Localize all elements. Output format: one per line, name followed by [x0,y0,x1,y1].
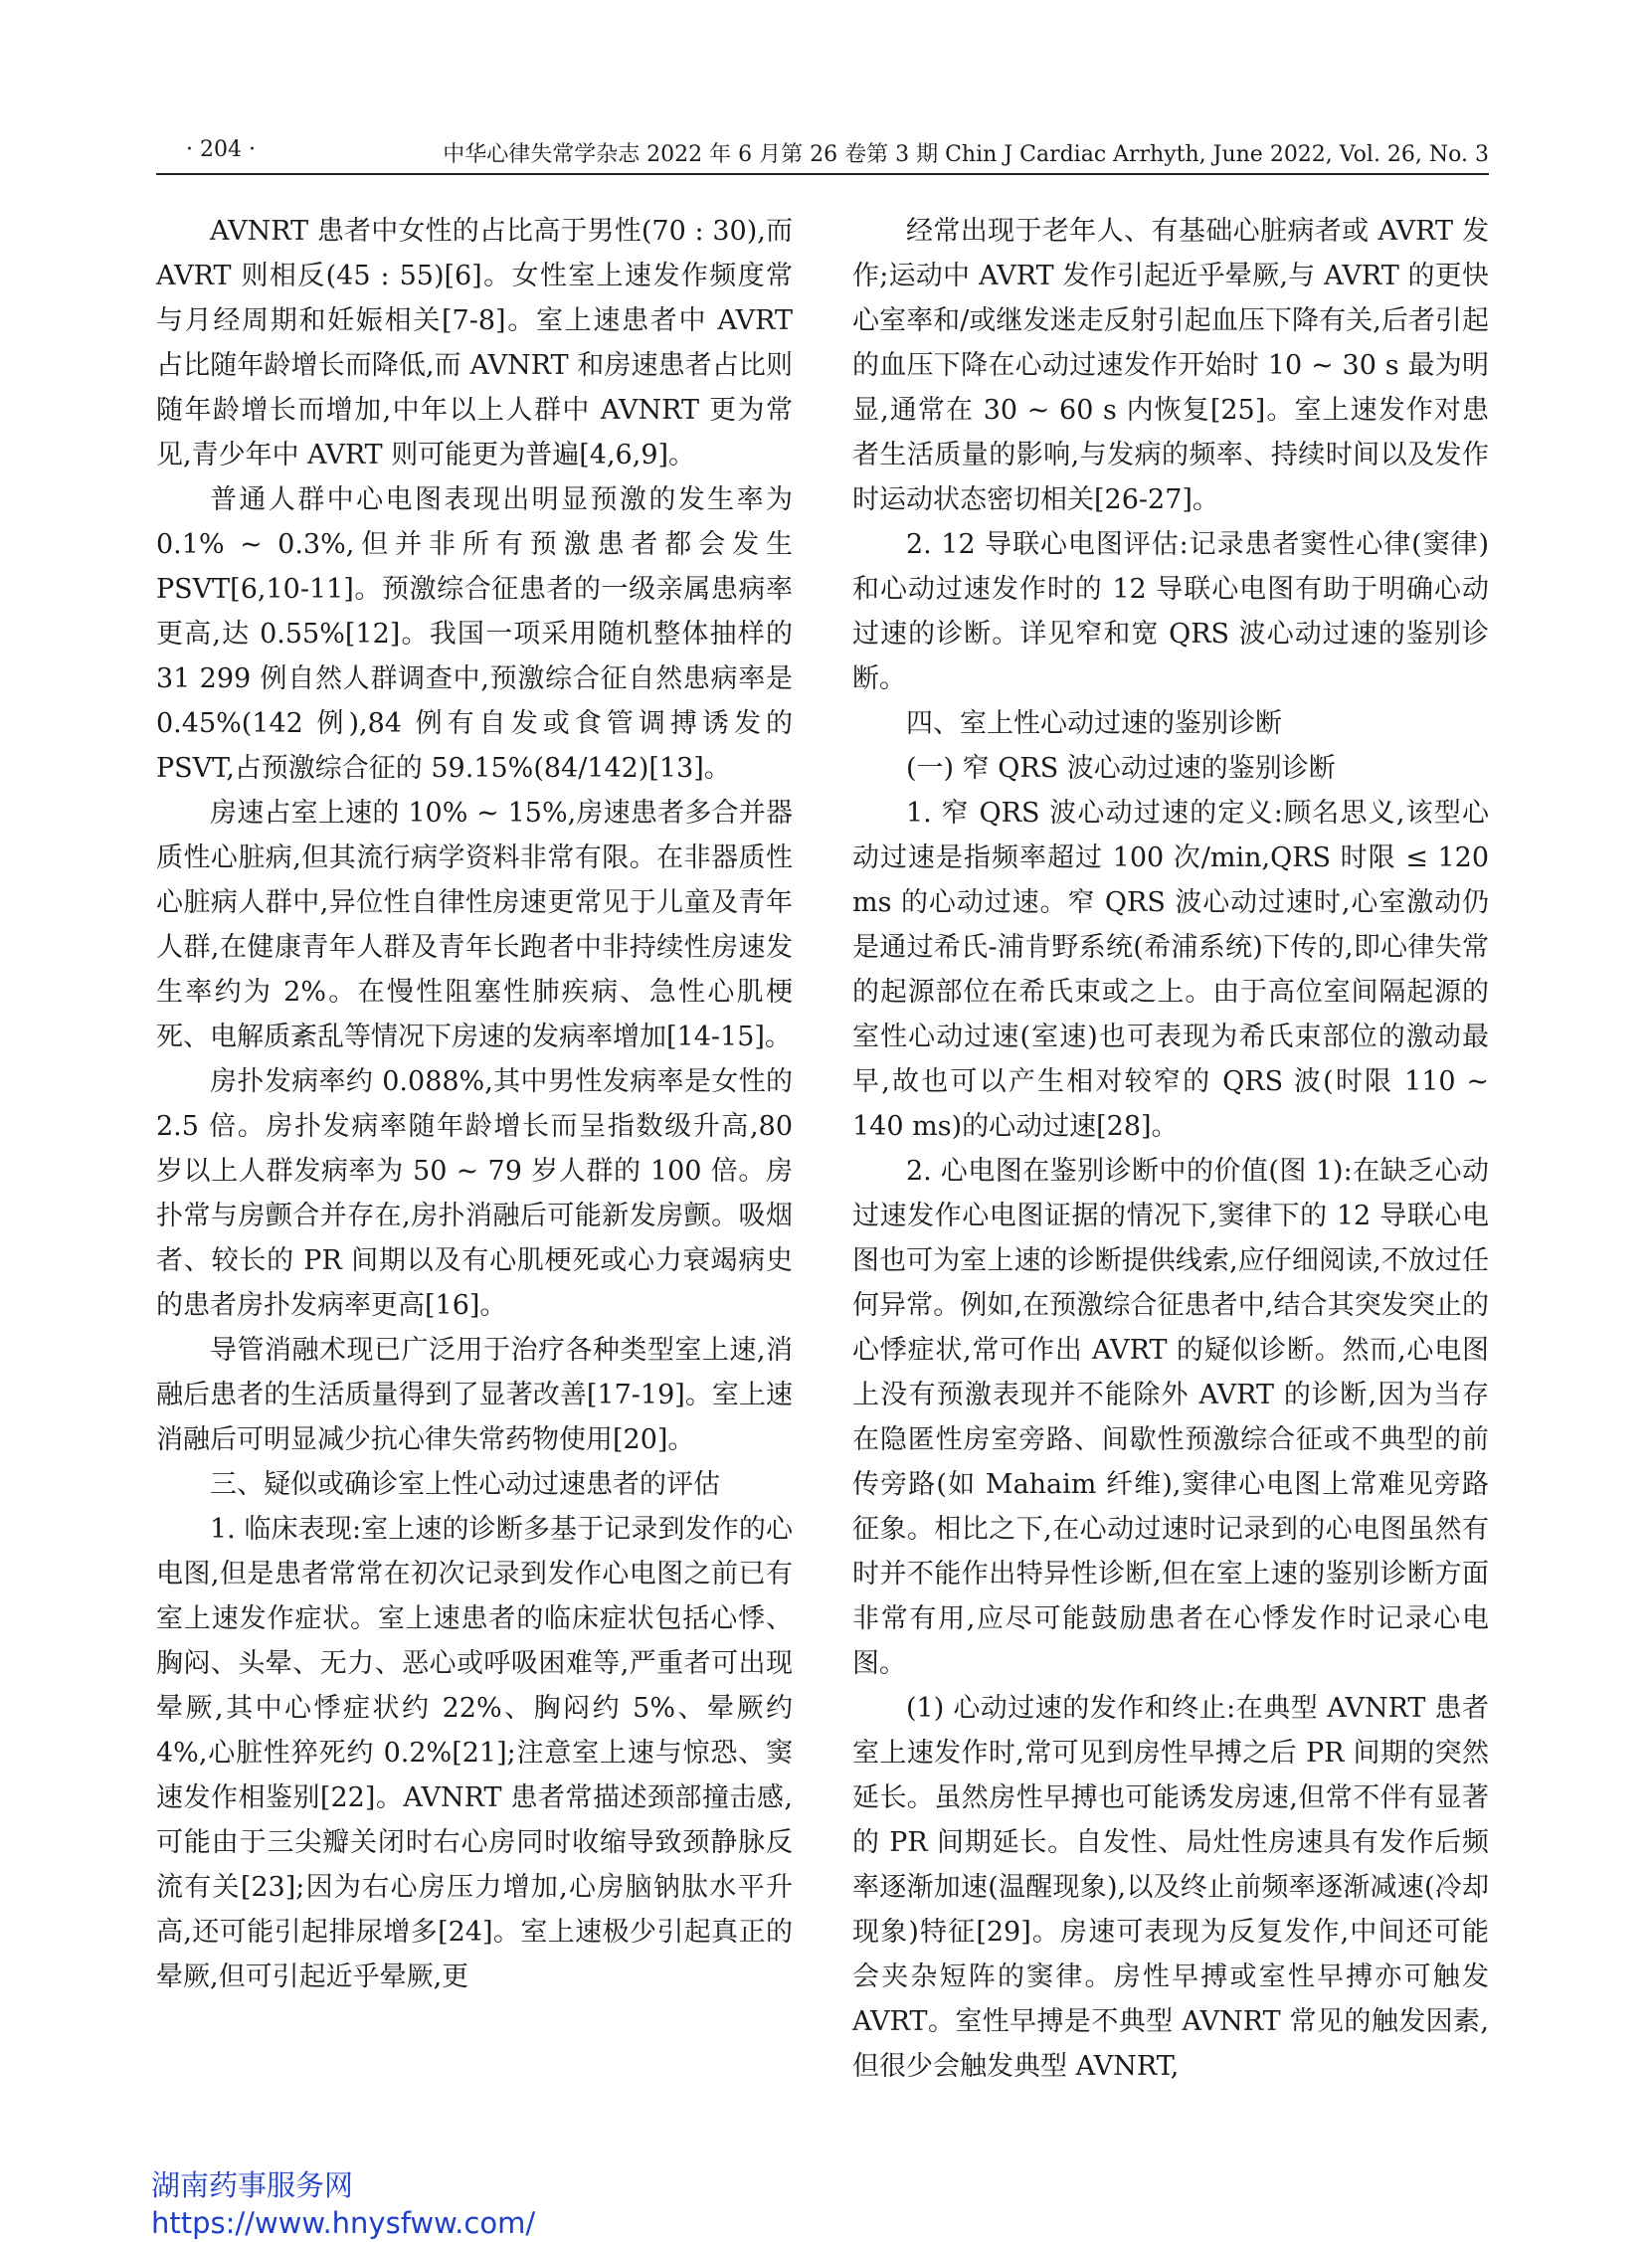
right-column [852,209,1489,2089]
watermark [151,2166,535,2242]
section-heading: 三、疑似或确诊室上性心动过速患者的评估 [210,1469,720,1500]
paragraph: 1. 临床表现:室上速的诊断多基于记录到发作的心电图,但是患者常常在初次记录到发作心电图之前已有室上速发作症状。室上速患者的临床症状包括心悸、胸闷、头晕、无力、恶心或呼吸困难等,严重者可出现晕厥,其中心悸症状约 22%、胸闷约 5%、晕厥约 4%,心脏性猝死约 0.2%[21];注意室上速与惊恐、窦速发作相鉴别[22]。AVNRT 患者常描述颈部撞击感,可能由于三尖瓣关闭时右心房同时收缩导致颈静脉反流有关[23];因为右心房压力增加,心房脑钠肽水平升高,还可能引起排尿增多[24]。室上速极少引起真正的晕厥,但可引起近乎晕厥,更 [156,1514,793,1992]
paragraph: 经常出现于老年人、有基础心脏病者或 AVRT 发作;运动中 AVRT 发作引起近乎晕厥,与 AVRT 的更快心室率和/或继发迷走反射引起血压下降有关,后者引起的血压下降在心动过速发作开始时 10 ~ 30 s 最为明显,通常在 30 ~ 60 s 内恢复[25]。室上速发作对患者生活质量的影响,与发病的频率、持续时间以及发作时运动状态密切相关[26-27]。 [852,216,1489,515]
paragraph: 导管消融术现已广泛用于治疗各种类型室上速,消融后患者的生活质量得到了显著改善[17-19]。室上速消融后可明显减少抗心律失常药物使用[20]。 [156,1335,793,1455]
paragraph: 房速占室上速的 10% ~ 15%,房速患者多合并器质性心脏病,但其流行病学资料非常有限。在非器质性心脏病人群中,异位性自律性房速更常见于儿童及青年人群,在健康青年人群及青年长跑者中非持续性房速发生率约为 2%。在慢性阻塞性肺疾病、急性心肌梗死、电解质紊乱等情况下房速的发病率增加[14-15]。 [156,798,793,1052]
watermark-site-name: 湖南药事服务网 [151,2168,354,2202]
paragraph: AVNRT 患者中女性的占比高于男性(70 : 30),而 AVRT 则相反(45 : 55)[6]。女性室上速发作频度常与月经周期和妊娠相关[7-8]。室上速患者中 AVRT 占比随年龄增长而降低,而 AVNRT 和房速患者占比则随年龄增长而增加,中年以上人群中 AVNRT 更为常见,青少年中 AVRT 则可能更为普遍[4,6,9]。 [156,216,793,470]
paragraph: 普通人群中心电图表现出明显预激的发生率为 0.1% ~ 0.3%,但并非所有预激患者都会发生 PSVT[6,10-11]。预激综合征患者的一级亲属患病率更高,达 0.55%[12]。我国一项采用随机整体抽样的 31 299 例自然人群调查中,预激综合征自然患病率是 0.45%(142 例),84 例有自发或食管调搏诱发的 PSVT,占预激综合征的 59.15%(84/142)[13]。 [156,484,793,784]
watermark-url[interactable]: https://www.hnysfww.com/ [151,2206,536,2240]
left-column [156,209,793,1999]
subsection-heading: (一) 窄 QRS 波心动过速的鉴别诊断 [906,753,1336,784]
journal-citation: 中华心律失常学杂志 2022 年 6 月第 26 卷第 3 期 Chin J Cardiac Arrhyth, June 2022, Vol. 26, No. 3 [443,142,1489,167]
section-heading: 四、室上性心动过速的鉴别诊断 [906,708,1282,739]
page-number: · 204 · [186,137,256,162]
paragraph: 房扑发病率约 0.088%,其中男性发病率是女性的 2.5 倍。房扑发病率随年龄增长而呈指数级升高,80 岁以上人群发病率为 50 ~ 79 岁人群的 100 倍。房扑常与房颤合并存在,房扑消融后可能新发房颤。吸烟者、较长的 PR 间期以及有心肌梗死或心力衰竭病史的患者房扑发病率更高[16]。 [156,1066,793,1321]
paragraph: 1. 窄 QRS 波心动过速的定义:顾名思义,该型心动过速是指频率超过 100 次/min,QRS 时限 ≤ 120 ms 的心动过速。窄 QRS 波心动过速时,心室激动仍是通过希氏-浦肯野系统(希浦系统)下传的,即心律失常的起源部位在希氏束或之上。由于高位室间隔起源的室性心动过速(室速)也可表现为希氏束部位的激动最早,故也可以产生相对较窄的 QRS 波(时限 110 ~ 140 ms)的心动过速[28]。 [852,798,1489,1142]
paragraph: 2. 12 导联心电图评估:记录患者窦性心律(窦律)和心动过速发作时的 12 导联心电图有助于明确心动过速的诊断。详见窄和宽 QRS 波心动过速的鉴别诊断。 [852,529,1489,694]
paragraph: 2. 心电图在鉴别诊断中的价值(图 1):在缺乏心动过速发作心电图证据的情况下,窦律下的 12 导联心电图也可为室上速的诊断提供线索,应仔细阅读,不放过任何异常。例如,在预激综合征患者中,结合其突发突止的心悸症状,常可作出 AVRT 的疑似诊断。然而,心电图上没有预激表现并不能除外 AVRT 的诊断,因为当存在隐匿性房室旁路、间歇性预激综合征或不典型的前传旁路(如 Mahaim 纤维),窦律心电图上常难见旁路征象。相比之下,在心动过速时记录到的心电图虽然有时并不能作出特异性诊断,但在室上速的鉴别诊断方面非常有用,应尽可能鼓励患者在心悸发作时记录心电图。 [852,1156,1489,1679]
page-header [156,133,1489,175]
paragraph: (1) 心动过速的发作和终止:在典型 AVNRT 患者室上速发作时,常可见到房性早搏之后 PR 间期的突然延长。虽然房性早搏也可能诱发房速,但常不伴有显著的 PR 间期延长。自发性、局灶性房速具有发作后频率逐渐加速(温醒现象),以及终止前频率逐渐减速(冷却现象)特征[29]。房速可表现为反复发作,中间还可能会夹杂短阵的窦律。房性早搏或室性早搏亦可触发 AVRT。室性早搏是不典型 AVNRT 常见的触发因素,但很少会触发典型 AVNRT, [852,1693,1489,2082]
